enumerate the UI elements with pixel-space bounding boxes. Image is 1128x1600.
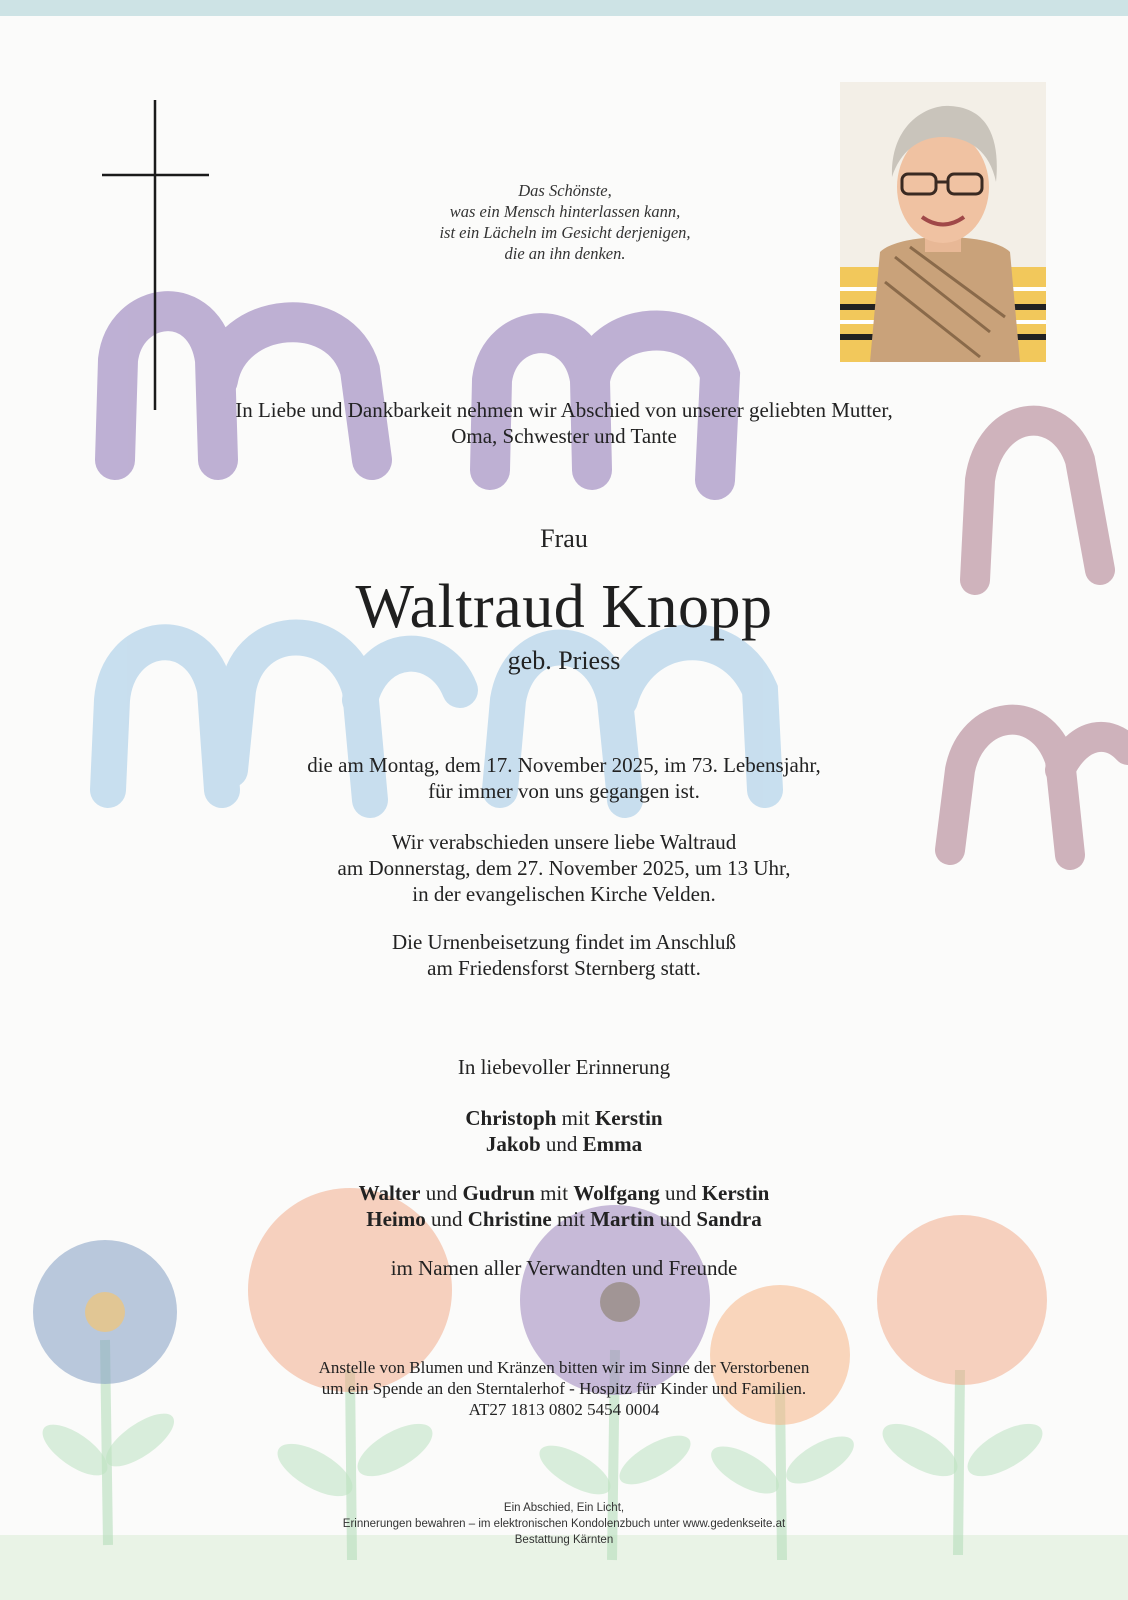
donation-line: Anstelle von Blumen und Kränzen bitten wir im Sinne der Verstorbenen: [318, 1358, 810, 1377]
farewell-line: in der evangelischen Kirche Velden.: [412, 882, 716, 906]
burial-info: [0, 929, 1128, 981]
mourner-name: Jakob: [485, 1132, 541, 1156]
connector: und: [540, 1132, 583, 1156]
mourner-name: Wolfgang: [573, 1181, 660, 1205]
connector: mit: [551, 1207, 591, 1231]
mourner-name: Heimo: [366, 1207, 426, 1231]
mourner-name: Christine: [467, 1207, 552, 1231]
mourner-row: [0, 1206, 1128, 1232]
footer-line: Ein Abschied, Ein Licht,: [503, 1502, 625, 1514]
birth-name: geb. Priess: [507, 646, 621, 675]
donation-line: um ein Spende an den Sterntalerhof - Hospitz für Kinder und Familien.: [321, 1379, 807, 1398]
mourner-name: Sandra: [696, 1207, 762, 1231]
footer-line: Erinnerungen bewahren – im elektronischen Kondolenzbuch unter www.gedenkseite.at: [342, 1518, 786, 1530]
death-notice: [0, 752, 1128, 804]
intro-line: In Liebe und Dankbarkeit nehmen wir Abschied von unserer geliebten Mutter,: [235, 398, 893, 422]
deceased-name: Waltraud Knopp: [355, 573, 773, 641]
mourner-row: [0, 1105, 1128, 1131]
donation-request: [0, 1357, 1128, 1420]
farewell-info: [0, 829, 1128, 907]
mourner-name: Walter: [358, 1181, 421, 1205]
footer: [0, 1500, 1128, 1548]
portrait-image: [840, 82, 1046, 362]
mourner-row: [0, 1131, 1128, 1157]
mourner-name: Martin: [590, 1207, 655, 1231]
salutation: Frau: [540, 524, 588, 553]
connector: und: [654, 1207, 697, 1231]
burial-line: am Friedensforst Sternberg statt.: [427, 956, 701, 980]
quote-line: die an ihn denken.: [504, 244, 626, 263]
mourners-closing: im Namen aller Verwandten und Freunde: [390, 1256, 738, 1280]
connector: und: [659, 1181, 702, 1205]
mourner-name: Kerstin: [594, 1106, 663, 1130]
mourner-name: Emma: [582, 1132, 643, 1156]
top-color-band: [0, 0, 1128, 16]
mourners-heading: In liebevoller Erinnerung: [457, 1055, 671, 1079]
connector: und: [425, 1207, 468, 1231]
mourner-name: Gudrun: [462, 1181, 535, 1205]
mourners-family-1: [0, 1105, 1128, 1157]
death-notice-line: die am Montag, dem 17. November 2025, im 73. Lebensjahr,: [307, 753, 821, 777]
quote-line: Das Schönste,: [518, 181, 612, 200]
mourners-family-2: [0, 1180, 1128, 1232]
footer-line: Bestattung Kärnten: [514, 1534, 614, 1546]
quote-line: ist ein Lächeln im Gesicht derjenigen,: [439, 223, 691, 242]
quote-line: was ein Mensch hinterlassen kann,: [449, 202, 681, 221]
portrait-photo: [840, 82, 1046, 362]
farewell-line: Wir verabschieden unsere liebe Waltraud: [391, 830, 737, 854]
death-notice-line: für immer von uns gegangen ist.: [428, 779, 700, 803]
purple-arch-strokes: [115, 311, 720, 480]
connector: mit: [556, 1106, 595, 1130]
mourner-name: Kerstin: [701, 1181, 770, 1205]
farewell-line: am Donnerstag, dem 27. November 2025, um 13 Uhr,: [337, 856, 791, 880]
connector: und: [420, 1181, 463, 1205]
memorial-quote: [380, 180, 750, 264]
donation-iban: AT27 1813 0802 5454 0004: [468, 1400, 660, 1419]
burial-line: Die Urnenbeisetzung findet im Anschluß: [391, 930, 737, 954]
mourner-row: [0, 1180, 1128, 1206]
connector: mit: [534, 1181, 574, 1205]
intro-line: Oma, Schwester und Tante: [451, 424, 677, 448]
mourner-name: Christoph: [465, 1106, 557, 1130]
intro-text: [0, 397, 1128, 449]
